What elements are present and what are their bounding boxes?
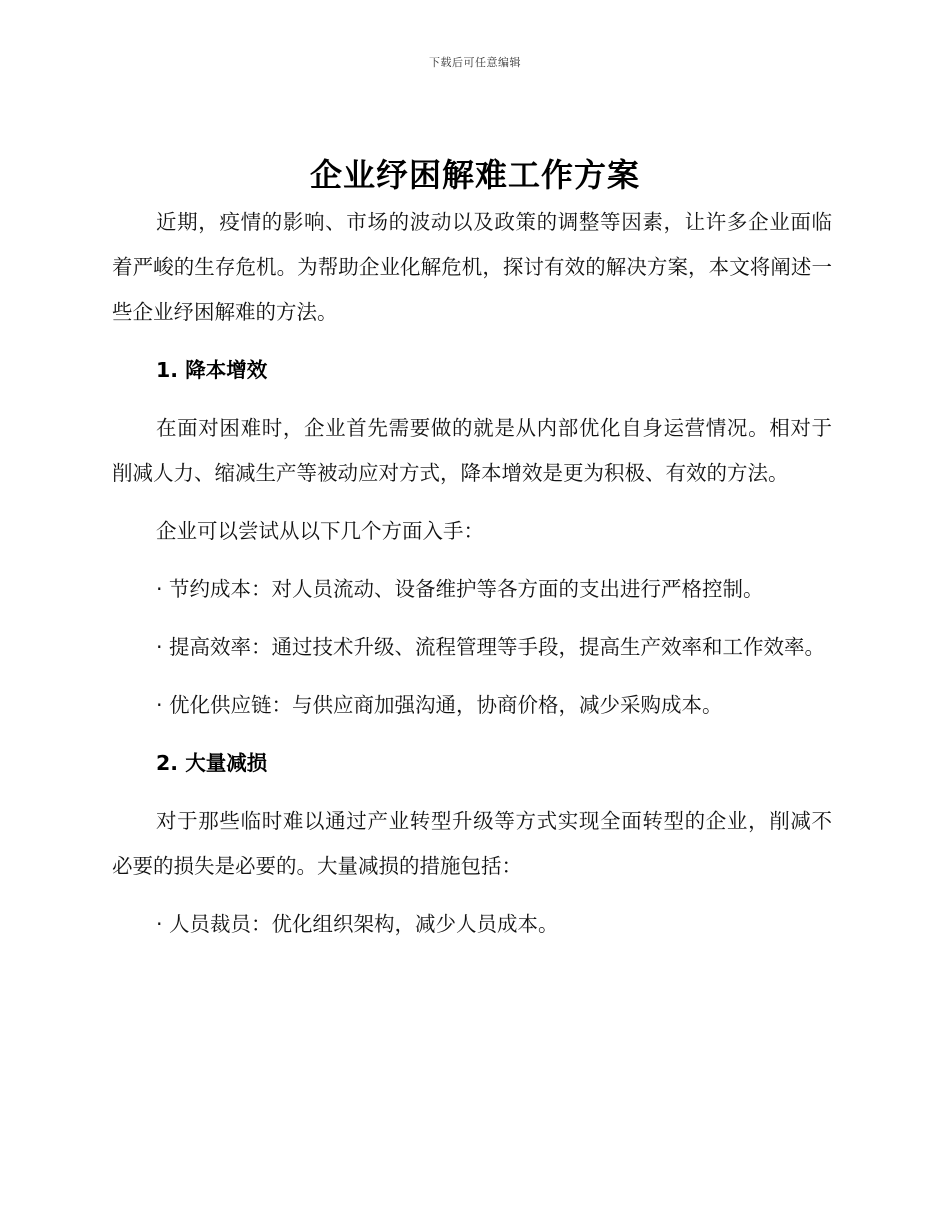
section-1-bullet-3: · 优化供应链：与供应商加强沟通，协商价格，减少采购成本。 bbox=[156, 693, 723, 717]
document-title: 企业纾困解难工作方案 bbox=[309, 156, 640, 194]
section-1-paragraph-2: 企业可以尝试从以下几个方面入手： bbox=[156, 519, 484, 543]
header-note: 下载后可任意编辑 bbox=[429, 56, 521, 69]
intro-paragraph: 近期，疫情的影响、市场的波动以及政策的调整等因素，让许多企业面临着严峻的生存危机。为帮助企业化解危机，探讨有效的解决方案，本文将阐述一些企业纾困解难的方法。 bbox=[112, 210, 832, 324]
document-body bbox=[112, 200, 832, 960]
section-1-bullet-2: · 提高效率：通过技术升级、流程管理等手段，提高生产效率和工作效率。 bbox=[156, 635, 826, 659]
section-1-heading: 1. 降本增效 bbox=[156, 358, 268, 382]
section-1-paragraph-1: 在面对困难时，企业首先需要做的就是从内部优化自身运营情况。相对于削减人力、缩减生产等被动应对方式，降本增效是更为积极、有效的方法。 bbox=[112, 416, 832, 485]
section-2-bullet-1: · 人员裁员：优化组织架构，减少人员成本。 bbox=[156, 912, 559, 936]
section-1-bullet-1: · 节约成本：对人员流动、设备维护等各方面的支出进行严格控制。 bbox=[156, 577, 764, 601]
section-2-paragraph-1: 对于那些临时难以通过产业转型升级等方式实现全面转型的企业，削减不必要的损失是必要的。大量减损的措施包括： bbox=[112, 809, 832, 878]
section-2-heading: 2. 大量减损 bbox=[156, 751, 268, 775]
